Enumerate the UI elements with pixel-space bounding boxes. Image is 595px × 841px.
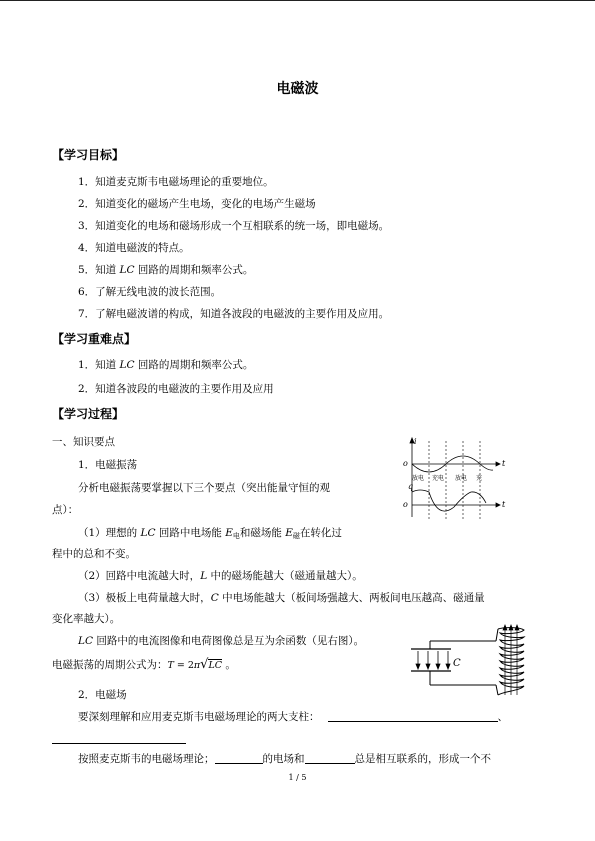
em-theory-blank[interactable] xyxy=(328,710,498,722)
goal-item-4: 4．知道电磁波的特点。 xyxy=(78,242,190,254)
graph-i-label: i xyxy=(414,437,417,446)
point-1-line-2: 程中的总和不变。 xyxy=(52,548,136,560)
graph-t-label-top: t xyxy=(502,459,506,468)
phase-label-2: 充电 xyxy=(432,475,445,482)
goal-item-6: 6．了解无线电波的波长范围。 xyxy=(78,286,222,298)
graph-t-label-bottom: t xyxy=(502,500,506,509)
point-3-line-2: 变化率越大）。 xyxy=(52,613,121,625)
top-rule xyxy=(0,0,595,1)
phase-label-1: 放电 xyxy=(412,475,425,482)
process-heading: 【学习过程】 xyxy=(52,407,125,421)
key-point-1: 1．知道 LC 回路的周期和频率公式。 xyxy=(78,359,254,371)
intro-line-2: 点）： xyxy=(52,504,79,516)
oscillation-graph xyxy=(398,435,510,525)
page-number: 1 / 5 xyxy=(288,773,307,782)
maxwell-theory-line: 按照麦克斯韦的电磁场理论； 的电场和 总是相互联系的，形成一个不 xyxy=(78,753,491,765)
graph-origin-bottom: o xyxy=(403,500,408,509)
goal-item-5: 5．知道 LC 回路的周期和频率公式。 xyxy=(78,264,254,276)
page-title: 电磁波 xyxy=(276,81,319,97)
lc-circuit-diagram xyxy=(408,625,538,697)
phase-label-4: 充 xyxy=(476,475,483,482)
key-point-2: 2．知道各波段的电磁波的主要作用及应用 xyxy=(78,383,274,395)
period-formula-line: 电磁振荡的周期公式为：T = 2π√LC 。 xyxy=(52,657,236,672)
footnote-rule xyxy=(52,743,186,744)
point-4: LC 回路中的电流图像和电荷图像总是互为余函数（见右图）。 xyxy=(78,635,365,647)
goal-item-1: 1．知道麦克斯韦电磁场理论的重要地位。 xyxy=(78,176,274,188)
intro-line-1: 分析电磁振荡要掌握以下三个要点（突出能量守恒的观 xyxy=(78,482,330,494)
capacitor-label: C xyxy=(453,658,461,669)
goal-item-7: 7．了解电磁波谱的构成，知道各波段的电磁波的主要作用及应用。 xyxy=(78,308,390,320)
goal-item-3: 3．知道变化的电场和磁场形成一个互相联系的统一场，即电磁场。 xyxy=(78,220,390,232)
point-3-line-1: （3）极板上电荷量越大时，C 中电场能越大（板间场强越大、两板间电压越高、磁通量 xyxy=(78,592,485,604)
blank-field[interactable] xyxy=(305,752,355,764)
goal-item-2: 2．知道变化的磁场产生电场，变化的电场产生磁场 xyxy=(78,198,316,210)
graph-origin-top: o xyxy=(403,459,408,468)
point-2: （2）回路中电流越大时，L 中的磁场能越大（磁通量越大）。 xyxy=(78,570,363,582)
section-knowledge-points: 一、知识要点 xyxy=(52,436,115,448)
em-theory-line: 要深刻理解和应用麦克斯韦电磁场理论的两大支柱： 、 xyxy=(78,711,508,723)
key-points-heading: 【学习重难点】 xyxy=(52,332,137,346)
subsection-em-field: 2．电磁场 xyxy=(78,689,127,701)
subsection-em-oscillation: 1．电磁振荡 xyxy=(78,459,138,471)
blank-changing-field[interactable] xyxy=(215,752,263,764)
point-1-line-1: （1）理想的 LC 回路中电场能 $E_电$和磁场能 $E_磁$在转化过 xyxy=(78,527,342,540)
phase-label-3: 放电 xyxy=(455,475,468,482)
graph-q-label: q xyxy=(408,482,414,491)
goals-heading: 【学习目标】 xyxy=(52,148,125,162)
